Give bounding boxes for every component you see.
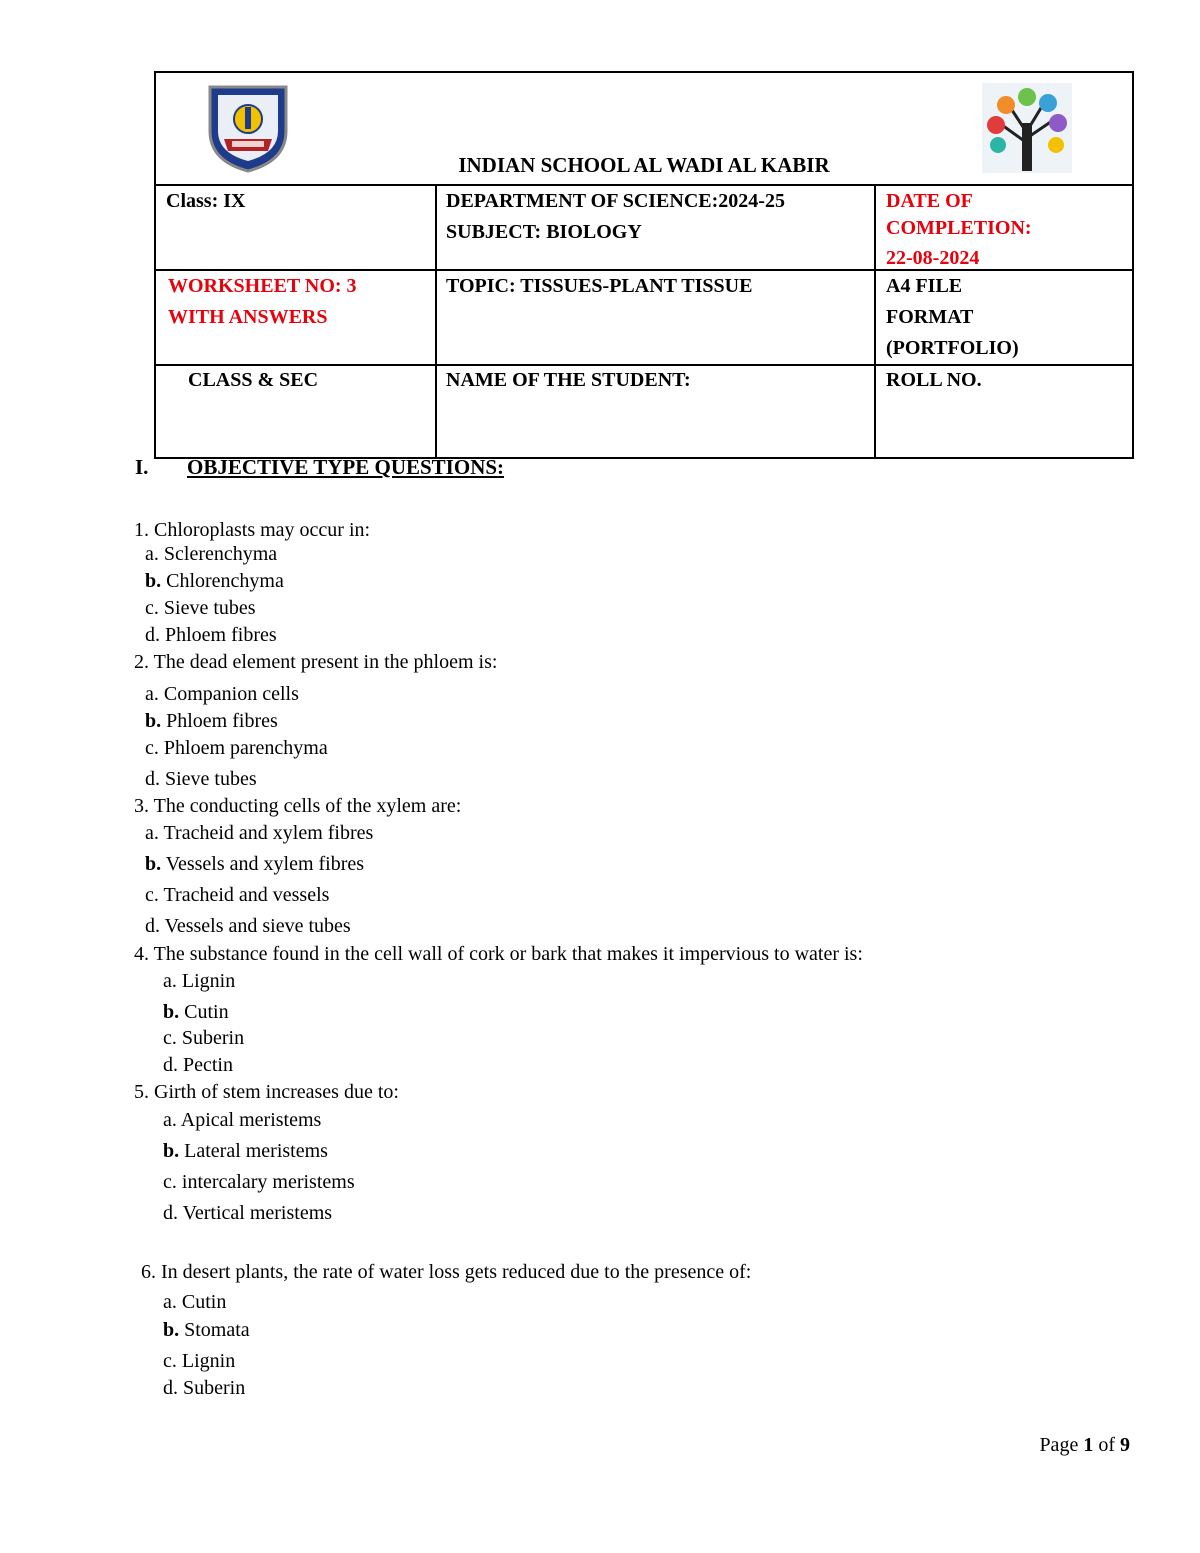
option: c. Phloem parenchyma — [145, 737, 328, 759]
option: b. Cutin — [163, 1001, 229, 1023]
roll-no-field: ROLL NO. — [886, 369, 982, 391]
option: a. Apical meristems — [163, 1109, 322, 1131]
date-value: 22-08-2024 — [886, 247, 980, 269]
department-label: DEPARTMENT OF SCIENCE:2024-25 — [446, 190, 785, 212]
col-divider — [874, 184, 876, 457]
question-text: 5. Girth of stem increases due to: — [134, 1081, 399, 1103]
option: d. Phloem fibres — [145, 624, 277, 646]
subject-label: SUBJECT: BIOLOGY — [446, 221, 642, 243]
question-text: 2. The dead element present in the phloem is: — [134, 651, 498, 673]
page-number: Page 1 of 9 — [1039, 1434, 1130, 1456]
option: b. Chlorenchyma — [145, 570, 284, 592]
option: a. Lignin — [163, 970, 236, 992]
option: c. Lignin — [163, 1350, 236, 1372]
option: c. Tracheid and vessels — [145, 884, 330, 906]
question-text: 1. Chloroplasts may occur in: — [134, 519, 371, 541]
option: c. intercalary meristems — [163, 1171, 355, 1193]
option: c. Suberin — [163, 1027, 245, 1049]
date-label-1: DATE OF — [886, 190, 973, 212]
col-divider — [435, 184, 437, 457]
question-text: 3. The conducting cells of the xylem are: — [134, 795, 462, 817]
student-name-field: NAME OF THE STUDENT: — [446, 369, 691, 391]
class-sec-field: CLASS & SEC — [188, 369, 319, 391]
format-label-3: (PORTFOLIO) — [886, 337, 1019, 359]
option: a. Tracheid and xylem fibres — [145, 822, 374, 844]
option: d. Suberin — [163, 1377, 246, 1399]
header-table — [154, 71, 1134, 459]
school-name: INDIAN SCHOOL AL WADI AL KABIR — [458, 153, 830, 177]
format-label-2: FORMAT — [886, 306, 974, 328]
question-text: 4. The substance found in the cell wall of cork or bark that makes it impervious to water is: — [134, 943, 863, 965]
date-label-2: COMPLETION: — [886, 217, 1032, 239]
class-label: Class: IX — [166, 190, 246, 212]
question-text: 6. In desert plants, the rate of water loss gets reduced due to the presence of: — [141, 1261, 752, 1283]
topic-label: TOPIC: TISSUES-PLANT TISSUE — [446, 275, 753, 297]
option: a. Cutin — [163, 1291, 227, 1313]
option: b. Lateral meristems — [163, 1140, 328, 1162]
option: d. Pectin — [163, 1054, 233, 1076]
option: d. Sieve tubes — [145, 768, 257, 790]
worksheet-answers: WITH ANSWERS — [168, 306, 328, 328]
format-label-1: A4 FILE — [886, 275, 963, 297]
option: a. Sclerenchyma — [145, 543, 278, 565]
option: b. Stomata — [163, 1319, 250, 1341]
section-heading — [135, 455, 504, 480]
option: b. Vessels and xylem fibres — [145, 853, 365, 875]
option: b. Phloem fibres — [145, 710, 278, 732]
option: d. Vessels and sieve tubes — [145, 915, 351, 937]
section-title: OBJECTIVE TYPE QUESTIONS: — [187, 455, 505, 479]
option: d. Vertical meristems — [163, 1202, 333, 1224]
option: c. Sieve tubes — [145, 597, 256, 619]
worksheet-number: WORKSHEET NO: 3 — [168, 275, 357, 297]
section-number: I. — [135, 455, 149, 479]
option: a. Companion cells — [145, 683, 299, 705]
